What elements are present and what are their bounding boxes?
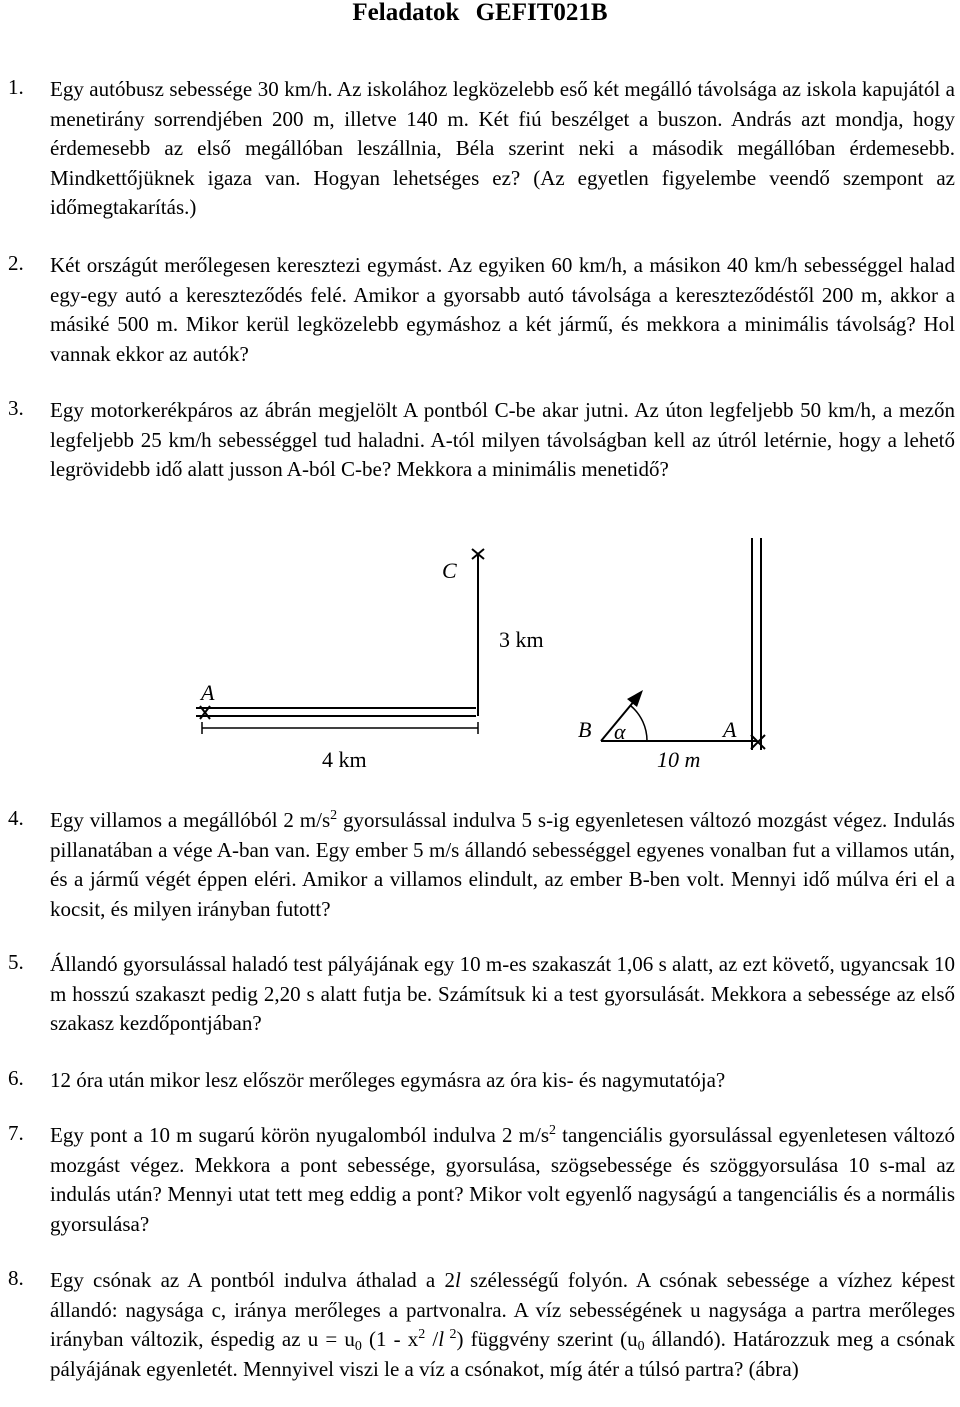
distance-label: 10 m bbox=[657, 747, 701, 772]
angle-label: α bbox=[614, 719, 626, 744]
problem-4-number: 4. bbox=[8, 806, 24, 830]
figure-left bbox=[196, 549, 544, 772]
problem-2-text: Két országút merőlegesen keresztezi egymást. Az egyiken 60 km/h, a másikon 40 km/h sebességgel halad egy-egy autó a kereszteződés felé. Amikor a gyorsabb autó távolsága a kereszteződéstől 200 m, akkor a másiké 500 m. Mikor kerül legközelebb egymáshoz a két jármű, és mekkora a minimális távolság? Hol vannak ekkor az autók? bbox=[50, 253, 955, 366]
point-a-label: A bbox=[201, 680, 215, 705]
superscript: 2 bbox=[330, 808, 338, 823]
point-c-label: C bbox=[442, 558, 457, 583]
problem-7-text: Egy pont a 10 m sugarú körön nyugalomból indulva 2 $m/s^2$ tangenciális gyorsulással egyenletesen változó mozgást végez. Mekkora a pont sebessége, gyorsulása, szögsebessége és szöggyorsulása 10 s-mal az indulás után? Mennyi utat tett meg eddig a pont? Mikor volt egyenlő nagyságú a tangenciális és a normális gyorsulása? bbox=[50, 1123, 956, 1236]
problem-6-number: 6. bbox=[8, 1066, 24, 1090]
problem-figures bbox=[0, 530, 960, 790]
problem-5-number: 5. bbox=[8, 950, 24, 974]
figure-right bbox=[578, 538, 765, 772]
problem-1-text: Egy autóbusz sebessége 30 km/h. Az iskolához legközelebb eső két megálló távolsága az iskola kapujától a menetirány sorrendjében 200 m, illetve 140 m. Két fiú beszélget a buszon. András azt mondja, hogy érdemesebb az első megállóban leszállnia, Béla szerint neki a második megállóban érdemesebb. Mindkettőjüknek igaza van. Hogyan lehetséges ez? (Az egyetlen figyelembe veendő szempont az időmegtakarítás.) bbox=[50, 77, 955, 219]
problem-3-text: Egy motorkerékpáros az ábrán megjelölt A pontból C-be akar jutni. Az úton legfeljebb 50 km/h, a mezőn legfeljebb 25 km/h sebességgel tud haladni. A-tól milyen távolságban kell az útról letérnie, hogy a lehető legrövidebb idő alatt jusson A-ból C-be? Mekkora a minimális menetidő? bbox=[50, 398, 955, 481]
problem-8-text: Egy csónak az A pontból indulva áthalad a 2l szélességű folyón. A csónak sebessége a vízhez képest állandó: nagysága c, iránya merőleges a partvonalra. A víz sebességének u nagysága a partra merőleges irányban változik, éspedig az $u = u_0$ ($1 - x^2$ /l $^2$) függvény szerint ($u_0$ állandó). Határozzuk meg a csónak pályájának egyenletét. Mennyivel viszi le a víz a csónakot, míg átér a túlsó partra? (ábra) bbox=[50, 1268, 955, 1381]
problem-7-number: 7. bbox=[8, 1121, 24, 1145]
problem-1-number: 1. bbox=[8, 75, 24, 99]
angle-arc bbox=[631, 706, 647, 741]
field-distance-label: 3 km bbox=[499, 627, 544, 652]
superscript: 2 bbox=[549, 1123, 557, 1138]
road-length-label: 4 km bbox=[322, 747, 367, 772]
problem-3-number: 3. bbox=[8, 396, 24, 420]
problem-2-number: 2. bbox=[8, 251, 24, 275]
point-a-label-right: A bbox=[723, 717, 737, 742]
point-b-label: B bbox=[578, 717, 592, 742]
problem-5-text: Állandó gyorsulással haladó test pályájának egy 10 m-es szakaszát 1,06 s alatt, az ezt követő, ugyancsak 10 m hosszú szakaszt pedig 2,20 s alatt futja be. Számítsuk ki a test gyorsulását. Mekkora a sebessége az első szakasz kezdőpontjában? bbox=[50, 952, 955, 1035]
problem-6-text: 12 óra után mikor lesz először merőleges egymásra az óra kis- és nagymutatója? bbox=[50, 1068, 726, 1092]
problem-4-text: Egy villamos a megállóból 2 $m/s^2$ gyorsulással indulva 5 s-ig egyenletesen változó mozgást végez. Indulás pillanatában a vége A-ban van. Egy ember 5 m/s állandó sebességgel egyenes vonalban fut a villamos után, és a jármű végét éppen eléri. Amikor a villamos elindult, az ember B-ben volt. Mennyi idő múlva éri el a kocsit, és milyen irányban futott? bbox=[50, 808, 955, 921]
problem-8-number: 8. bbox=[8, 1266, 24, 1290]
page-title: Feladatok GEFIT021B bbox=[352, 0, 608, 26]
